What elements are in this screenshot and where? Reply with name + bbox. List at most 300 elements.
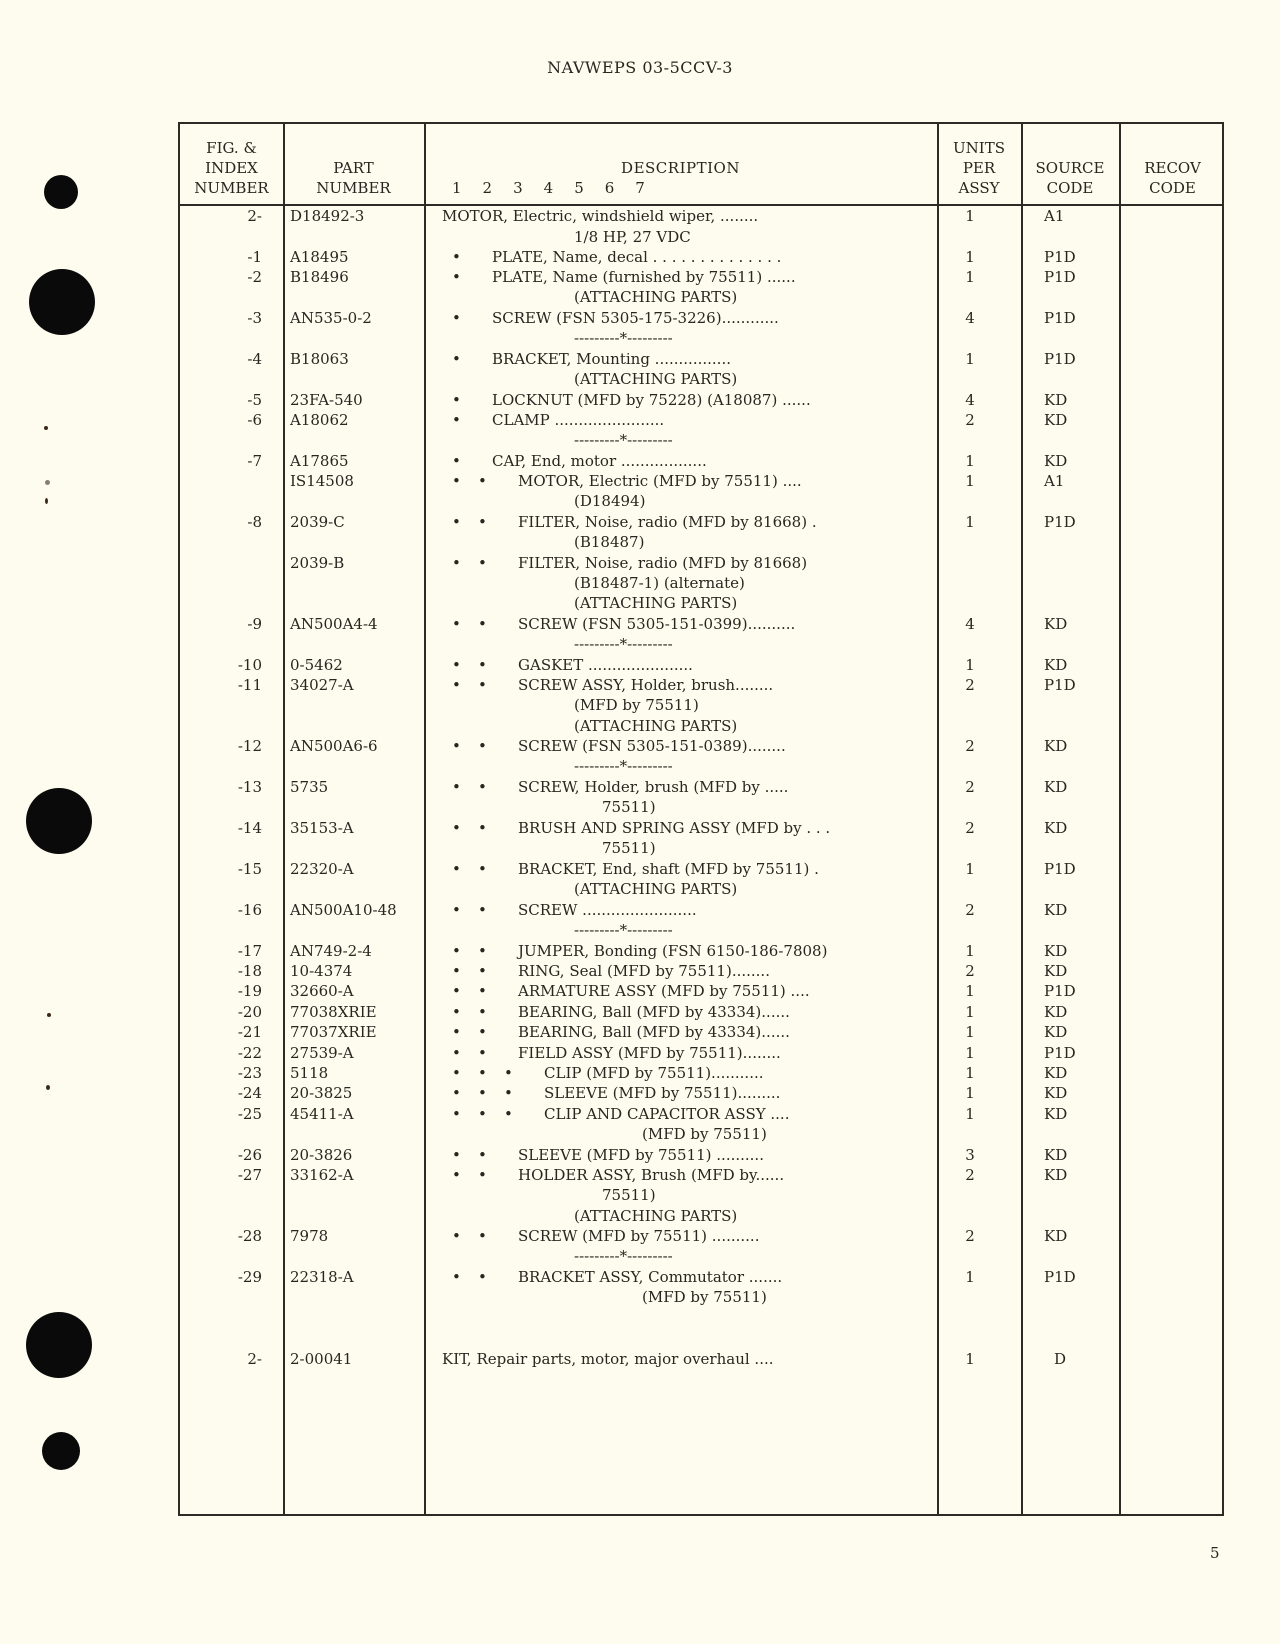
source-code: KD bbox=[1044, 1166, 1068, 1184]
indent-bullet-icon: • bbox=[478, 1227, 487, 1245]
table-row bbox=[180, 553, 1222, 574]
part-number: 22320-A bbox=[290, 860, 354, 878]
index-number: -17 bbox=[237, 942, 262, 960]
table-row bbox=[180, 206, 1222, 227]
indent-bullet-icon: • bbox=[452, 1268, 461, 1286]
header-line: PER bbox=[962, 159, 996, 177]
table-row bbox=[180, 818, 1222, 839]
index-number: -22 bbox=[237, 1044, 262, 1062]
indent-bullet-icon: • bbox=[478, 1105, 487, 1123]
source-code: KD bbox=[1044, 1084, 1068, 1102]
table-row bbox=[180, 797, 1222, 818]
header-description bbox=[424, 124, 937, 204]
indent-bullet-icon: • bbox=[452, 656, 461, 674]
description-continuation: (MFD by 75511) bbox=[642, 1288, 767, 1306]
header-line: FIG. & bbox=[206, 139, 257, 157]
speck bbox=[44, 426, 48, 430]
table-row bbox=[180, 1226, 1222, 1247]
indent-level: 1 bbox=[452, 179, 462, 197]
indent-bullet-icon: • bbox=[452, 1003, 461, 1021]
index-number: -1 bbox=[247, 248, 262, 266]
indent-bullet-icon: • bbox=[452, 513, 461, 531]
part-number: 35153-A bbox=[290, 819, 354, 837]
description: FIELD ASSY (MFD by 75511)........ bbox=[518, 1044, 781, 1062]
indent-bullet-icon: • bbox=[452, 472, 461, 490]
table-row bbox=[180, 614, 1222, 635]
indent-bullet-icon: • bbox=[504, 1105, 513, 1123]
part-number: 34027-A bbox=[290, 676, 354, 694]
header-part-number bbox=[283, 124, 424, 204]
index-number: 2- bbox=[247, 1350, 262, 1368]
description-continuation: 1/8 HP, 27 VDC bbox=[574, 228, 691, 246]
source-code: KD bbox=[1044, 1146, 1068, 1164]
indent-bullet-icon: • bbox=[452, 778, 461, 796]
table-row bbox=[180, 1063, 1222, 1084]
units-per-assy: 4 bbox=[965, 391, 975, 409]
indent-bullet-icon: • bbox=[452, 1227, 461, 1245]
index-number: -29 bbox=[237, 1268, 262, 1286]
index-number: -3 bbox=[247, 309, 262, 327]
units-per-assy: 4 bbox=[965, 615, 975, 633]
part-number: 10-4374 bbox=[290, 962, 353, 980]
units-per-assy: 1 bbox=[965, 1044, 975, 1062]
indent-bullet-icon: • bbox=[452, 1084, 461, 1102]
units-per-assy: 2 bbox=[965, 962, 975, 980]
indent-bullet-icon: • bbox=[452, 411, 461, 429]
header-line: UNITS bbox=[953, 139, 1005, 157]
indent-bullet-icon: • bbox=[452, 1146, 461, 1164]
hole-punch-1 bbox=[44, 175, 78, 209]
units-per-assy: 1 bbox=[965, 452, 975, 470]
units-per-assy: 1 bbox=[965, 1003, 975, 1021]
description: FILTER, Noise, radio (MFD by 81668) . bbox=[518, 513, 817, 531]
source-code: KD bbox=[1044, 819, 1068, 837]
header-line: RECOV bbox=[1144, 159, 1201, 177]
description: SLEEVE (MFD by 75511)......... bbox=[544, 1084, 781, 1102]
parts-list-table bbox=[178, 122, 1224, 1516]
part-number: AN500A6-6 bbox=[290, 737, 378, 755]
description: GASKET ...................... bbox=[518, 656, 693, 674]
source-code: KD bbox=[1044, 656, 1068, 674]
indent-bullet-icon: • bbox=[452, 942, 461, 960]
indent-bullet-icon: • bbox=[452, 1064, 461, 1082]
section-separator: ---------*--------- bbox=[574, 1247, 673, 1265]
table-row bbox=[180, 1165, 1222, 1186]
part-number: 32660-A bbox=[290, 982, 354, 1000]
table-row bbox=[180, 390, 1222, 411]
index-number: -6 bbox=[247, 411, 262, 429]
page-number: 5 bbox=[1210, 1544, 1220, 1562]
units-per-assy: 2 bbox=[965, 411, 975, 429]
indent-level: 3 bbox=[513, 179, 523, 197]
source-code: KD bbox=[1044, 778, 1068, 796]
index-number: -24 bbox=[237, 1084, 262, 1102]
indent-bullet-icon: • bbox=[478, 1023, 487, 1041]
description-continuation: (ATTACHING PARTS) bbox=[574, 288, 738, 306]
part-number: 5118 bbox=[290, 1064, 329, 1082]
table-row bbox=[180, 287, 1222, 308]
section-separator: ---------*--------- bbox=[574, 757, 673, 775]
table-row bbox=[180, 1185, 1222, 1206]
table-row bbox=[180, 1267, 1222, 1288]
table-row bbox=[180, 716, 1222, 737]
table-row bbox=[180, 900, 1222, 921]
table-row bbox=[180, 1104, 1222, 1125]
units-per-assy: 2 bbox=[965, 778, 975, 796]
indent-bullet-icon: • bbox=[478, 656, 487, 674]
indent-bullet-icon: • bbox=[452, 962, 461, 980]
table-row bbox=[180, 655, 1222, 676]
header-line: INDEX bbox=[205, 159, 258, 177]
part-number: AN500A10-48 bbox=[290, 901, 397, 919]
indent-bullet-icon: • bbox=[452, 1166, 461, 1184]
header-line: CODE bbox=[1046, 179, 1094, 197]
description: PLATE, Name (furnished by 75511) ...... bbox=[492, 268, 796, 286]
speck bbox=[45, 480, 50, 485]
indent-bullet-icon: • bbox=[478, 860, 487, 878]
units-per-assy: 4 bbox=[965, 309, 975, 327]
part-number: 20-3826 bbox=[290, 1146, 353, 1164]
index-number: -28 bbox=[237, 1227, 262, 1245]
header-index-number bbox=[180, 124, 283, 204]
description-continuation: (ATTACHING PARTS) bbox=[574, 717, 738, 735]
description: RING, Seal (MFD by 75511)........ bbox=[518, 962, 770, 980]
table-row bbox=[180, 1083, 1222, 1104]
index-number: -26 bbox=[237, 1146, 262, 1164]
units-per-assy: 1 bbox=[965, 1350, 975, 1368]
indent-bullet-icon: • bbox=[478, 1084, 487, 1102]
indent-level: 5 bbox=[574, 179, 584, 197]
description: SCREW (FSN 5305-151-0399).......... bbox=[518, 615, 796, 633]
indent-bullet-icon: • bbox=[478, 615, 487, 633]
header-line: NUMBER bbox=[194, 179, 269, 197]
indent-bullet-icon: • bbox=[478, 472, 487, 490]
table-row bbox=[180, 491, 1222, 512]
description-continuation: 75511) bbox=[602, 798, 656, 816]
indent-bullet-icon: • bbox=[478, 778, 487, 796]
indent-bullet-icon: • bbox=[452, 615, 461, 633]
index-number: -10 bbox=[237, 656, 262, 674]
units-per-assy: 1 bbox=[965, 1105, 975, 1123]
description: LOCKNUT (MFD by 75228) (A18087) ...... bbox=[492, 391, 811, 409]
description-continuation: 75511) bbox=[602, 1186, 656, 1204]
units-per-assy: 1 bbox=[965, 207, 975, 225]
table-row bbox=[180, 695, 1222, 716]
units-per-assy: 1 bbox=[965, 656, 975, 674]
index-number: -9 bbox=[247, 615, 262, 633]
part-number: A18495 bbox=[290, 248, 349, 266]
table-row bbox=[180, 920, 1222, 941]
description: KIT, Repair parts, motor, major overhaul .... bbox=[442, 1350, 774, 1368]
header-source-code bbox=[1021, 124, 1119, 204]
indent-bullet-icon: • bbox=[452, 676, 461, 694]
header-line: DESCRIPTION bbox=[621, 159, 740, 177]
table-row bbox=[180, 512, 1222, 533]
table-row bbox=[180, 1022, 1222, 1043]
table-row bbox=[180, 675, 1222, 696]
indent-bullet-icon: • bbox=[452, 1105, 461, 1123]
table-row bbox=[180, 267, 1222, 288]
source-code: P1D bbox=[1044, 1268, 1076, 1286]
indent-bullet-icon: • bbox=[478, 982, 487, 1000]
index-number: -25 bbox=[237, 1105, 262, 1123]
description: SCREW (FSN 5305-151-0389)........ bbox=[518, 737, 786, 755]
part-number: 27539-A bbox=[290, 1044, 354, 1062]
source-code: P1D bbox=[1044, 982, 1076, 1000]
table-row bbox=[180, 941, 1222, 962]
part-number: AN535-0-2 bbox=[290, 309, 372, 327]
speck bbox=[45, 498, 48, 504]
source-code: KD bbox=[1044, 1105, 1068, 1123]
indent-bullet-icon: • bbox=[478, 1044, 487, 1062]
indent-bullet-icon: • bbox=[452, 309, 461, 327]
table-row bbox=[180, 1145, 1222, 1166]
header-units-per-assy bbox=[937, 124, 1021, 204]
indent-bullet-icon: • bbox=[478, 901, 487, 919]
source-code: KD bbox=[1044, 942, 1068, 960]
units-per-assy: 1 bbox=[965, 1084, 975, 1102]
indent-bullet-icon: • bbox=[504, 1064, 513, 1082]
part-number: 2039-B bbox=[290, 554, 345, 572]
table-row bbox=[180, 247, 1222, 268]
part-number: A18062 bbox=[290, 411, 349, 429]
units-per-assy: 1 bbox=[965, 942, 975, 960]
description: SCREW ASSY, Holder, brush........ bbox=[518, 676, 774, 694]
table-row bbox=[180, 410, 1222, 431]
part-number: 2-00041 bbox=[290, 1350, 353, 1368]
indent-level: 7 bbox=[635, 179, 645, 197]
units-per-assy: 1 bbox=[965, 1268, 975, 1286]
part-number: 77037XRIE bbox=[290, 1023, 377, 1041]
indent-bullet-icon: • bbox=[478, 1268, 487, 1286]
part-number: B18063 bbox=[290, 350, 349, 368]
description: SCREW ........................ bbox=[518, 901, 697, 919]
description: SCREW (MFD by 75511) .......... bbox=[518, 1227, 760, 1245]
description: BRACKET, End, shaft (MFD by 75511) . bbox=[518, 860, 819, 878]
units-per-assy: 1 bbox=[965, 860, 975, 878]
section-separator: ---------*--------- bbox=[574, 635, 673, 653]
page-header: NAVWEPS 03-5CCV-3 bbox=[547, 58, 733, 77]
description: MOTOR, Electric, windshield wiper, ........ bbox=[442, 207, 759, 225]
units-per-assy: 1 bbox=[965, 268, 975, 286]
indent-bullet-icon: • bbox=[452, 737, 461, 755]
description: JUMPER, Bonding (FSN 6150-186-7808) bbox=[518, 942, 828, 960]
description-continuation: (ATTACHING PARTS) bbox=[574, 880, 738, 898]
description-continuation: (B18487) bbox=[574, 533, 645, 551]
part-number: 20-3825 bbox=[290, 1084, 353, 1102]
units-per-assy: 1 bbox=[965, 248, 975, 266]
table-row bbox=[180, 349, 1222, 370]
table-row bbox=[180, 308, 1222, 329]
index-number: -21 bbox=[237, 1023, 262, 1041]
units-per-assy: 3 bbox=[965, 1146, 975, 1164]
header-line: CODE bbox=[1149, 179, 1196, 197]
description: HOLDER ASSY, Brush (MFD by...... bbox=[518, 1166, 785, 1184]
description: CLIP (MFD by 75511)........... bbox=[544, 1064, 764, 1082]
units-per-assy: 1 bbox=[965, 982, 975, 1000]
table-row bbox=[180, 859, 1222, 880]
hole-punch-2 bbox=[29, 269, 95, 335]
units-per-assy: 2 bbox=[965, 901, 975, 919]
index-number: -7 bbox=[247, 452, 262, 470]
source-code: KD bbox=[1044, 1023, 1068, 1041]
indent-bullet-icon: • bbox=[452, 268, 461, 286]
indent-bullet-icon: • bbox=[452, 248, 461, 266]
table-row bbox=[180, 1124, 1222, 1145]
header-line: PART bbox=[333, 159, 374, 177]
description: BRACKET ASSY, Commutator ....... bbox=[518, 1268, 783, 1286]
speck bbox=[47, 1013, 51, 1017]
index-number: -2 bbox=[247, 268, 262, 286]
source-code: KD bbox=[1044, 1064, 1068, 1082]
table-row bbox=[180, 961, 1222, 982]
source-code: P1D bbox=[1044, 513, 1076, 531]
description: BEARING, Ball (MFD by 43334)...... bbox=[518, 1023, 790, 1041]
part-number: AN500A4-4 bbox=[290, 615, 378, 633]
indent-bullet-icon: • bbox=[478, 1146, 487, 1164]
header-line: SOURCE bbox=[1035, 159, 1105, 177]
source-code: A1 bbox=[1044, 472, 1065, 490]
table-row bbox=[180, 838, 1222, 859]
index-number: -20 bbox=[237, 1003, 262, 1021]
description: FILTER, Noise, radio (MFD by 81668) bbox=[518, 554, 808, 572]
source-code: P1D bbox=[1044, 1044, 1076, 1062]
source-code: KD bbox=[1044, 391, 1068, 409]
indent-bullet-icon: • bbox=[478, 1003, 487, 1021]
table-row bbox=[180, 1002, 1222, 1023]
part-number: A17865 bbox=[290, 452, 349, 470]
part-number: IS14508 bbox=[290, 472, 354, 490]
indent-bullet-icon: • bbox=[452, 1023, 461, 1041]
part-number: 23FA-540 bbox=[290, 391, 363, 409]
indent-bullet-icon: • bbox=[478, 737, 487, 755]
part-number: D18492-3 bbox=[290, 207, 365, 225]
index-number: -23 bbox=[237, 1064, 262, 1082]
units-per-assy: 2 bbox=[965, 1166, 975, 1184]
part-number: 77038XRIE bbox=[290, 1003, 377, 1021]
description-continuation: (MFD by 75511) bbox=[574, 696, 699, 714]
table-row bbox=[180, 1206, 1222, 1227]
indent-bullet-icon: • bbox=[452, 452, 461, 470]
part-number: AN749-2-4 bbox=[290, 942, 372, 960]
table-row bbox=[180, 369, 1222, 390]
description: BRACKET, Mounting ................ bbox=[492, 350, 731, 368]
table-row bbox=[180, 532, 1222, 553]
units-per-assy: 1 bbox=[965, 513, 975, 531]
description-continuation: 75511) bbox=[602, 839, 656, 857]
source-code: P1D bbox=[1044, 350, 1076, 368]
source-code: A1 bbox=[1044, 207, 1065, 225]
indent-bullet-icon: • bbox=[478, 942, 487, 960]
indent-bullet-icon: • bbox=[478, 819, 487, 837]
indent-level-digits bbox=[452, 178, 645, 198]
hole-punch-4 bbox=[26, 1312, 92, 1378]
indent-bullet-icon: • bbox=[478, 1166, 487, 1184]
part-number: 5735 bbox=[290, 778, 329, 796]
units-per-assy: 2 bbox=[965, 819, 975, 837]
table-row bbox=[180, 328, 1222, 349]
speck bbox=[46, 1085, 50, 1090]
index-number: -14 bbox=[237, 819, 262, 837]
source-code: KD bbox=[1044, 452, 1068, 470]
description-continuation: (ATTACHING PARTS) bbox=[574, 370, 738, 388]
table-row bbox=[180, 227, 1222, 248]
source-code: P1D bbox=[1044, 676, 1076, 694]
indent-bullet-icon: • bbox=[478, 962, 487, 980]
description: SCREW (FSN 5305-175-3226)............ bbox=[492, 309, 779, 327]
description: CLIP AND CAPACITOR ASSY .... bbox=[544, 1105, 790, 1123]
source-code: P1D bbox=[1044, 268, 1076, 286]
description-continuation: (ATTACHING PARTS) bbox=[574, 594, 738, 612]
index-number: -8 bbox=[247, 513, 262, 531]
units-per-assy: 1 bbox=[965, 1023, 975, 1041]
description: SCREW, Holder, brush (MFD by ..... bbox=[518, 778, 789, 796]
section-separator: ---------*--------- bbox=[574, 329, 673, 347]
source-code: KD bbox=[1044, 737, 1068, 755]
indent-bullet-icon: • bbox=[452, 860, 461, 878]
table-row bbox=[180, 1043, 1222, 1064]
index-number: -13 bbox=[237, 778, 262, 796]
indent-bullet-icon: • bbox=[478, 1064, 487, 1082]
source-code: KD bbox=[1044, 615, 1068, 633]
indent-bullet-icon: • bbox=[452, 819, 461, 837]
description: PLATE, Name, decal . . . . . . . . . . . . . . bbox=[492, 248, 782, 266]
units-per-assy: 1 bbox=[965, 1064, 975, 1082]
indent-bullet-icon: • bbox=[452, 350, 461, 368]
table-row bbox=[180, 1349, 1222, 1370]
part-number: 22318-A bbox=[290, 1268, 354, 1286]
section-separator: ---------*--------- bbox=[574, 921, 673, 939]
index-number: -27 bbox=[237, 1166, 262, 1184]
indent-bullet-icon: • bbox=[452, 391, 461, 409]
description-continuation: (B18487-1) (alternate) bbox=[574, 574, 745, 592]
units-per-assy: 2 bbox=[965, 676, 975, 694]
indent-bullet-icon: • bbox=[504, 1084, 513, 1102]
table-row bbox=[180, 879, 1222, 900]
indent-bullet-icon: • bbox=[452, 982, 461, 1000]
indent-bullet-icon: • bbox=[478, 676, 487, 694]
indent-bullet-icon: • bbox=[452, 554, 461, 572]
indent-level: 4 bbox=[543, 179, 554, 197]
description: MOTOR, Electric (MFD by 75511) .... bbox=[518, 472, 802, 490]
table-row bbox=[180, 981, 1222, 1002]
description: ARMATURE ASSY (MFD by 75511) .... bbox=[518, 982, 810, 1000]
part-number: 0-5462 bbox=[290, 656, 343, 674]
section-separator: ---------*--------- bbox=[574, 431, 673, 449]
description-continuation: (D18494) bbox=[574, 492, 646, 510]
indent-bullet-icon: • bbox=[452, 901, 461, 919]
index-number: -18 bbox=[237, 962, 262, 980]
indent-level: 2 bbox=[482, 179, 493, 197]
indent-bullet-icon: • bbox=[478, 513, 487, 531]
table-row bbox=[180, 593, 1222, 614]
table-row bbox=[180, 1246, 1222, 1267]
table-row bbox=[180, 1287, 1222, 1308]
part-number: 7978 bbox=[290, 1227, 329, 1245]
source-code: P1D bbox=[1044, 248, 1076, 266]
hole-punch-5 bbox=[42, 1432, 80, 1470]
source-code: KD bbox=[1044, 901, 1068, 919]
header-line: ASSY bbox=[958, 179, 1000, 197]
units-per-assy: 2 bbox=[965, 1227, 975, 1245]
index-number: -12 bbox=[237, 737, 262, 755]
source-code: KD bbox=[1044, 411, 1068, 429]
table-row bbox=[180, 736, 1222, 757]
header-recov-code bbox=[1119, 124, 1226, 204]
description-continuation: (ATTACHING PARTS) bbox=[574, 1207, 738, 1225]
source-code: P1D bbox=[1044, 860, 1076, 878]
source-code: KD bbox=[1044, 1003, 1068, 1021]
